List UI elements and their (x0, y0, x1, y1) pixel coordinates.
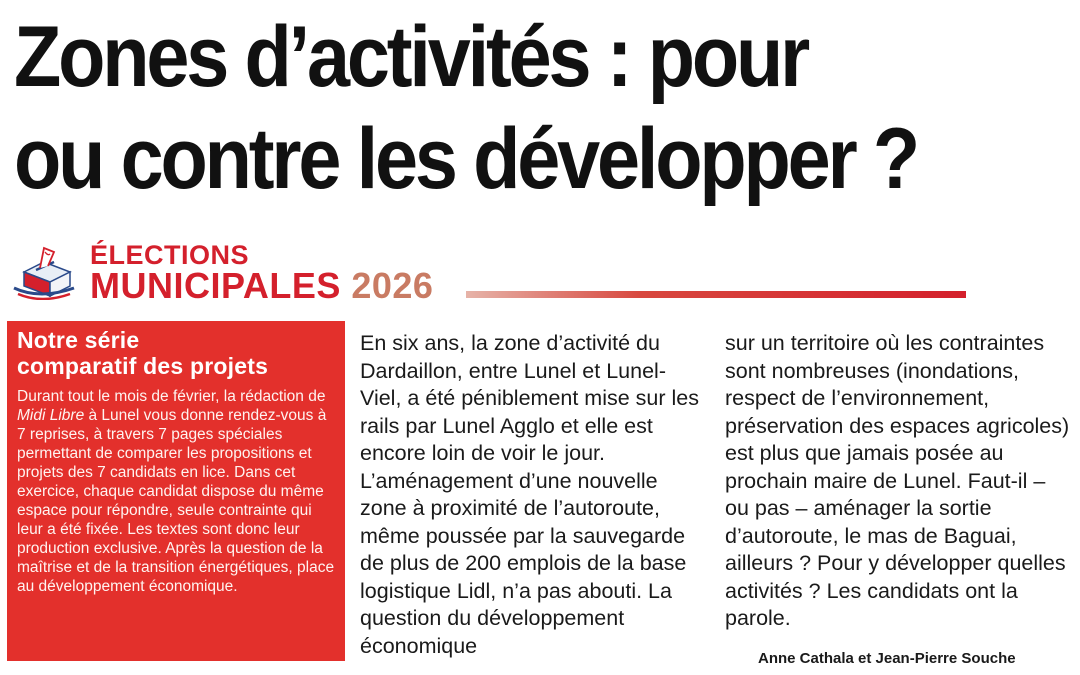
series-box-title-line-2: comparatif des projets (17, 353, 269, 379)
series-box-title-line-1: Notre série (17, 327, 140, 353)
headline-line-1: Zones d’activités : pour (14, 9, 808, 105)
series-box-text-part-1: Durant tout le mois de février, la rédaction de (17, 388, 326, 405)
rubric-rule (466, 291, 966, 298)
article-column-2: sur un territoire où les contraintes sont nombreuses (inondations, respect de l’environnement, préservation des espaces agricoles) est plus que jamais posée au prochain maire de Lunel. Faut-il – ou pas – aménager la sortie d’autoroute, le mas de Baguai, ailleurs ? Pour y développer quelles activités ? Les candidats ont la parole. (725, 331, 1070, 630)
rubric-banner (10, 236, 970, 306)
publication-name: Midi Libre (17, 407, 85, 424)
rubric-year: 2026 (351, 265, 434, 306)
rubric-kicker-municipales (90, 266, 433, 306)
rubric-kicker-elections: ÉLECTIONS (90, 240, 250, 270)
ballot-box-icon (10, 242, 78, 300)
rubric-municipales-word: MUNICIPALES (90, 265, 341, 306)
headline (14, 6, 968, 210)
series-box (7, 321, 345, 661)
series-box-title (17, 327, 335, 379)
series-box-text (17, 387, 335, 596)
article-byline: Anne Cathala et Jean-Pierre Souche (758, 650, 1016, 667)
series-box-text-part-2: à Lunel vous donne rendez-vous à 7 reprises, à travers 7 pages spéciales permettant de comparer les propositions et projets des 7 candidats en lice. Dans cet exercice, chaque candidat dispose du même espace pour répondre, seule contrainte qui leur a été fixée. Les textes sont donc leur production exclusive. Après la question de la maîtrise et de la transition énergétiques, place au développement économique. (17, 407, 335, 595)
article-column-1: En six ans, la zone d’activité du Dardaillon, entre Lunel et Lunel-Viel, a été péniblement mise sur les rails par Lunel Agglo et elle est encore loin de voir le jour. L’aménagement d’une nouvelle zone à proximité de l’autoroute, même poussée par la sauvegarde de plus de 200 emplois de la base logistique Lidl, n’a pas abouti. La question du développement économique (360, 331, 700, 658)
headline-line-2: ou contre les développer ? (14, 111, 918, 207)
